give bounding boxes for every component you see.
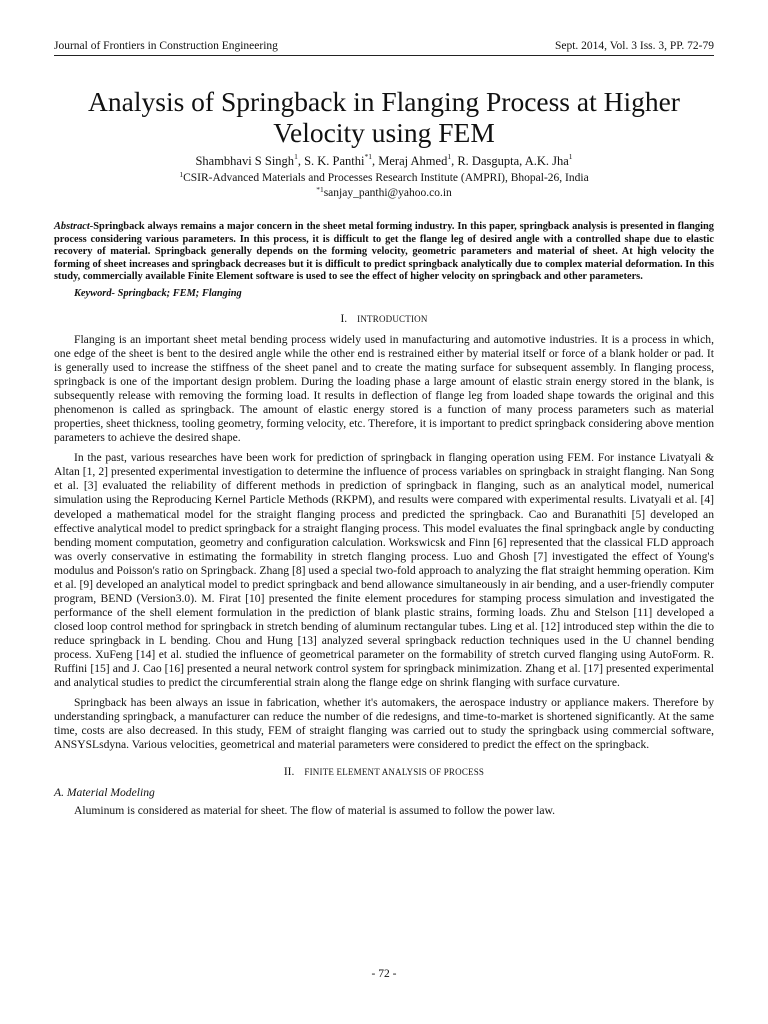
keywords: Keyword- Springback; FEM; Flanging bbox=[74, 287, 242, 299]
affiliation bbox=[54, 172, 714, 184]
body-paragraph: In the past, various researches have been work for prediction of springback in flanging operation using FEM. For instance Livatyali & Altan [1, 2] presented experimental investigation to determine the influence of process variables on springback in straight flanging. Nan Song et al. [3] evaluated the reliability of different methods in prediction of springback in flanging, such as an analytical model, numerical simulation using the Reproducing Kernel Particle Methods (RKPM), and results were compared with experimental results. Livatyali et al. [4] developed a mathematical model for the straight flanging process and predicted the springback. Cao and Buranathiti [5] developed an effective analytical model to predict springback for a straight flanging process. This model evaluates the final springback angle by conducting bending moment computation, geometry and configuration calculation. Workswicsk and Finn [6] represented that the classical FLD approach was overly conservative in estimating the formability in stretch flanging process. Luo and Ghosh [7] investigated the effect of Young's modulus and Poisson's ratio on Springback. Zhang [8] used a special two-fold approach to analyzing the flat straight hemming operation. Kim et al. [9] developed an analytical model to predict springback and bend allowance simultaneously in air bending, and a user-friendly computer program, BEND (Version3.0). M. Firat [10] presented the finite element procedures for stamping process simulation and investigated the performance of the shell element formulation in the prediction of blank plastic strains, forming loads. Zhu and Stelson [11] developed a closed loop control method for springback in stretch bending of aluminum rectangular tubes. Ling et al. [12] introduced step within the die to reduce springback in L bending. Chou and Hung [13] analyzed several springback reduction techniques used in the U channel bending process. XuFeng [14] et al. studied the influence of geometrical parameter on the formability of stretch curved flanging using AutoForm. R. Ruffini [15] and J. Cao [16] presented a neural network control system for springback minimization. Zhang et al. [17] presented experimental and analytical studies to predict the circumferential strain along the flange edge on shrink flanging with surface curvature. bbox=[54, 451, 714, 690]
author-affiliation-mark: *1 bbox=[364, 152, 372, 161]
email-address: sanjay_panthi@yahoo.co.in bbox=[323, 187, 452, 199]
page-number: - 72 - bbox=[371, 968, 397, 980]
body-paragraph: Flanging is an important sheet metal bending process widely used in manufacturing and automotive industries. It is a process in which, one edge of the sheet is bent to the desired angle while the other end is restrained either by material itself or force of a blank holder or pad. It is generally used to increase the stiffness of the sheet panel and to create the mating surface for subsequent assembly. In flanging process, springback is one of the important design problem. During the loading phase a large amount of elastic strain energy stored in the blank, is subsequently release with removing the forming load. It results in deflection of flange leg from loaded shape towards the original and this phenomenon is called as springback. The amount of elastic energy stored is a function of many process parameters such as material properties, sheet thickness, tooling geometry, forming velocity, etc. Therefore, it is important to predict springback considering above mention parameters to achieve the desired shape. bbox=[54, 332, 714, 445]
running-header bbox=[54, 40, 714, 56]
body-paragraph: Springback has been always an issue in fabrication, whether it's automakers, the aerospace industry or appliance makers. Therefore by understanding springback, a manufacturer can reduce the number of die redesigns, and time-to-market is shortened significantly. At the same time, costs are also decreased. In this study, FEM of straight flanging was carried out to study the springback using commercial software, ANSYSLsdyna. Various velocities, geometrical and material parameters were considered to predict the effect on the springback. bbox=[54, 696, 714, 752]
section-number: I. bbox=[340, 312, 348, 325]
abstract bbox=[54, 221, 714, 284]
body-paragraph: Aluminum is considered as material for sheet. The flow of material is assumed to follow the power law. bbox=[74, 804, 556, 818]
affiliation-text: CSIR-Advanced Materials and Processes Research Institute (AMPRI), Bhopal-26, India bbox=[183, 172, 589, 184]
section-heading-fea bbox=[54, 766, 714, 778]
email-mark: *1 bbox=[316, 185, 324, 194]
author-name: Meraj Ahmed bbox=[378, 154, 448, 168]
issue-info: Sept. 2014, Vol. 3 Iss. 3, PP. 72-79 bbox=[554, 40, 714, 52]
section-heading-introduction bbox=[54, 313, 714, 325]
subsection-heading: A. Material Modeling bbox=[54, 786, 155, 800]
author-list: Shambhavi S Singh$^1$, S. K. Panthi$^{*1}$, Meraj Ahmed$^1$, R. Dasgupta, A.K. Jha$^1$ bbox=[195, 152, 573, 168]
abstract-lead: Abstract- bbox=[54, 221, 94, 232]
section-title: INTRODUCTION bbox=[357, 313, 428, 324]
author-name: S. K. Panthi bbox=[304, 154, 365, 168]
section-number: II. bbox=[283, 766, 295, 779]
author-name: R. Dasgupta, A.K. Jha bbox=[457, 154, 569, 168]
contact-email bbox=[54, 187, 714, 199]
author-name: Shambhavi S Singh bbox=[195, 154, 295, 168]
journal-name: Journal of Frontiers in Construction Engineering bbox=[54, 40, 278, 52]
author-affiliation-mark: 1 bbox=[294, 152, 298, 161]
paper-title: Analysis of Springback in Flanging Process at Higher Velocity using FEM bbox=[88, 86, 680, 148]
affiliation-mark: 1 bbox=[179, 170, 184, 179]
section-title: FINITE ELEMENT ANALYSIS OF PROCESS bbox=[304, 767, 485, 778]
abstract-text: Springback always remains a major concern in the sheet metal forming industry. In this paper, springback analysis is presented in flanging process considering various parameters. In this process, it is difficult to get the flange leg of desired angle with a controlled shape due to elastic recovery of material. Springback generally depends on the forming velocity, geometric parameters and material of sheet. At high velocity the forming of sheet increases and springback decreases but it is difficult to predict springback analytically due to complex material deformation. In this study, commercially available Finite Element software is used to see the effect of higher velocity on springback and other parameters. bbox=[54, 221, 714, 283]
author-affiliation-mark: 1 bbox=[568, 152, 573, 161]
author-affiliation-mark: 1 bbox=[447, 152, 452, 161]
